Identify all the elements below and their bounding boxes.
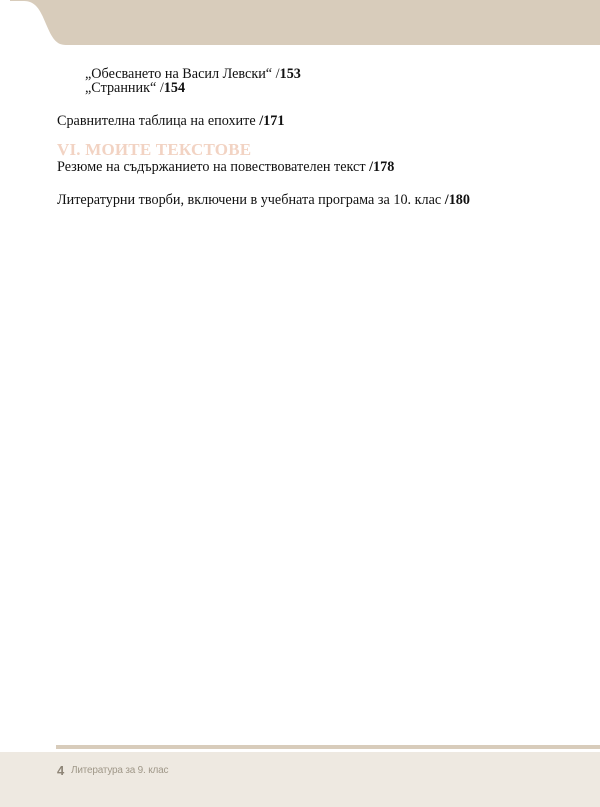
section-heading: VI. МОИТЕ ТЕКСТОВЕ bbox=[57, 140, 252, 159]
page-number: 4 bbox=[57, 763, 65, 778]
toc-entry-title: Литературни творби, включени в учебната програма за 10. клас bbox=[57, 192, 445, 208]
toc-entry bbox=[57, 113, 284, 129]
header-band bbox=[0, 0, 600, 46]
toc-entry-page: /171 bbox=[259, 113, 285, 129]
toc-entry bbox=[57, 159, 394, 175]
toc-entry-title: „Странник“ / bbox=[85, 80, 164, 96]
toc-entry-title: Резюме на съдържанието на повествователен текст bbox=[57, 159, 370, 175]
toc-entry-page: 154 bbox=[163, 80, 186, 96]
running-title: Литература за 9. клас bbox=[71, 765, 169, 776]
footer-rule bbox=[56, 745, 600, 749]
toc-entry-title: „Обесването на Васил Левски“ / bbox=[85, 66, 280, 82]
toc-entry bbox=[85, 80, 185, 96]
toc-entry-page: /180 bbox=[444, 192, 470, 208]
page-footer bbox=[0, 752, 600, 807]
toc-entry-page: 153 bbox=[279, 66, 301, 82]
toc-entry-page: /178 bbox=[369, 159, 395, 175]
toc-entry-title: Сравнителна таблица на епохите bbox=[57, 113, 260, 129]
toc-entry bbox=[57, 192, 470, 208]
